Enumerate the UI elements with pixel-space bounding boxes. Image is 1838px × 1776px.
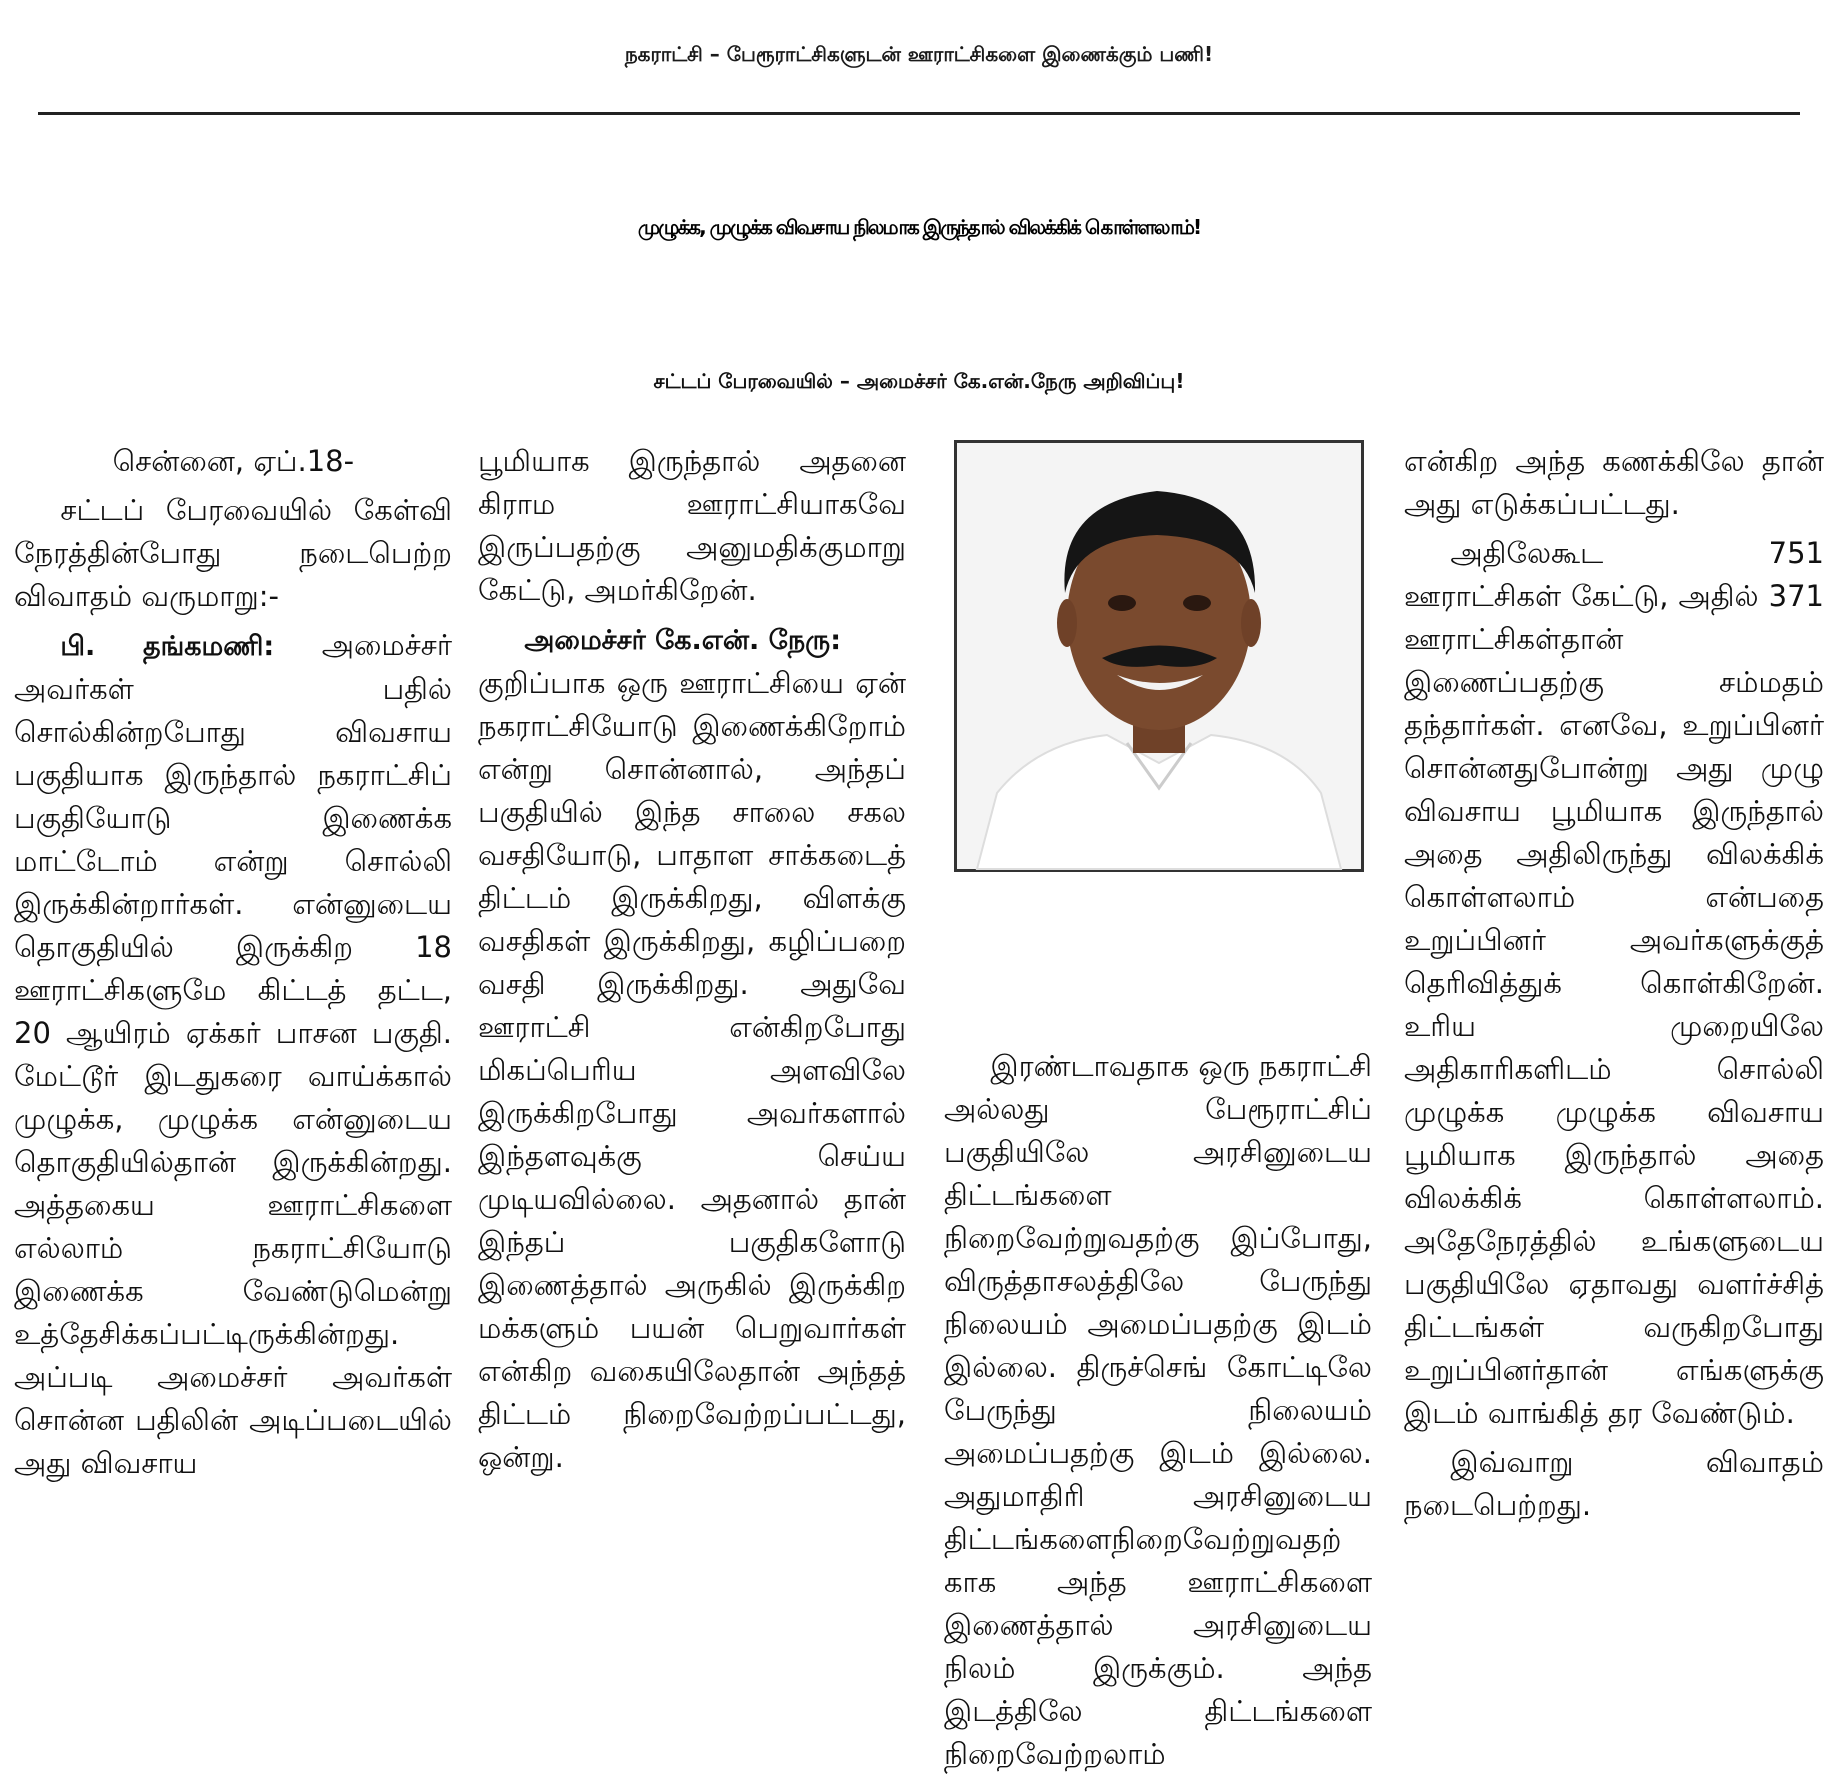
closing-line: இவ்வாறு விவாதம் நடைபெற்றது. (1404, 1445, 1824, 1522)
main-headline: முழுக்க, முழுக்க விவசாய நிலமாக இருந்தால் விலக்கிக் கொள்ளலாம்! (637, 214, 1201, 239)
minister-photo (954, 440, 1364, 872)
kicker-headline: நகராட்சி – பேரூராட்சிகளுடன் ஊராட்சிகளை இணைக்கும் பணி! (624, 41, 1214, 66)
paragraph: அதிலேகூட 751 ஊராட்சிகள் கேட்டு, அதில் 371 ஊராட்சிகள்தான் இணைப்பதற்கு சம்மதம் தந்தார்கள். எனவே, உறுப்பினர் சொன்னதுபோன்று அது முழு விவசாய பூமியாக இருந்தால் அதை அதிலிருந்து விலக்கிக் கொள்ளலாம் என்பதை உறுப்பினர் அவர்களுக்குத் தெரிவித்துக் கொள்கிறேன். உரிய முறையிலே அதிகாரிகளிடம் சொல்லி முழுக்க முழுக்க விவசாய பூமியாக இருந்தால் அதை விலக்கிக் கொள்ளலாம். அதேநேரத்தில் உங்களுடைய பகுதியிலே ஏதாவது வளர்ச்சித் திட்டங்கள் வருகிறபோது உறுப்பினர்தான் எங்களுக்கு இடம் வாங்கித் தர வேண்டும். (1404, 536, 1824, 1430)
article-column-1 (14, 440, 452, 1706)
speech-continuation: பூமியாக இருந்தால் அதனை கிராம ஊராட்சியாகவே இருப்பதற்கு அனுமதிக்குமாறு கேட்டு, அமர்கிறேன். (478, 444, 906, 607)
intro-paragraph: சட்டப் பேரவையில் கேள்வி நேரத்தின்போது நடைபெற்ற விவாதம் வருமாறு:- (14, 493, 452, 613)
sub-headline: சட்டப் பேரவையில் – அமைச்சர் கே.என்.நேரு அறிவிப்பு! (653, 369, 1185, 393)
speech-text: குறிப்பாக ஒரு ஊராட்சியை ஏன் நகராட்சியோடு இணைக்கிறோம் என்று சொன்னால், அந்தப் பகுதியில் இந்த சாலை சகல வசதியோடு, பாதாள சாக்கடைத் திட்டம் இருக்கிறது, விளக்கு வசதிகள் இருக்கிறது, கழிப்பறை வசதி இருக்கிறது. அதுவே ஊராட்சி என்கிறபோது மிகப்பெரிய அளவிலே இருக்கிறபோது அவர்களால் இந்தளவுக்கு செய்ய முடியவில்லை. அதனால் தான் இந்தப் பகுதிகளோடு இணைத்தால் அருகில் இருக்கிற மக்களும் பயன் பெறுவார்கள் என்கிற வகையிலேதான் அந்தத் திட்டம் நிறைவேற்றப்பட்டது, ஒன்று. (478, 666, 906, 1474)
paragraph-continuation: என்கிற அந்த கணக்கிலே தான் அது எடுக்கப்பட்டது. (1404, 444, 1824, 521)
header-rule (38, 112, 1800, 115)
paragraph: இரண்டாவதாக ஒரு நகராட்சி அல்லது பேரூராட்சிப் பகுதியிலே அரசினுடைய திட்டங்களை நிறைவேற்றுவதற்கு இப்போது, விருத்தாசலத்திலே பேருந்து நிலையம் அமைப்பதற்கு இடம் இல்லை. திருச்செங் கோட்டிலே பேருந்து நிலையம் அமைப்பதற்கு இடம் இல்லை. அதுமாதிரி அரசினுடைய திட்டங்களைநிறைவேற்றுவதற்காக அந்த ஊராட்சிகளை இணைத்தால் அரசினுடைய நிலம் இருக்கும். அந்த இடத்திலே திட்டங்களை நிறைவேற்றலாம் (944, 1049, 1372, 1771)
speaker-name: பி. தங்கமணி: (60, 631, 275, 662)
speech-text: அமைச்சர் அவர்கள் பதில் சொல்கின்றபோது விவசாய பகுதியாக இருந்தால் நகராட்சிப் பகுதியோடு இணைக்க மாட்டோம் என்று சொல்லி இருக்கின்றார்கள். என்னுடைய தொகுதியில் இருக்கிற 18 ஊராட்சிகளுமே கிட்டத் தட்ட, 20 ஆயிரம் ஏக்கர் பாசன பகுதி. மேட்டூர் இடதுகரை வாய்க்கால் முழுக்க, முழுக்க என்னுடைய தொகுதியில்தான் இருக்கின்றது. அத்தகைய ஊராட்சிகளை எல்லாம் நகராட்சியோடு இணைக்க வேண்டுமென்று உத்தேசிக்கப்பட்டிருக்கின்றது. அப்படி அமைச்சர் அவர்கள் சொன்ன பதிலின் அடிப்படையில் அது விவசாய (14, 628, 452, 1480)
dateline: சென்னை, ஏப்.18- (112, 444, 355, 478)
speech-paragraph-nehru (478, 618, 906, 1479)
speech-paragraph-thangamani (14, 624, 452, 1485)
article-column-3 (944, 1045, 1372, 1771)
speaker-name: அமைச்சர் கே.என். நேரு: (524, 625, 841, 656)
article-column-2 (478, 440, 906, 1706)
article-column-4 (1404, 440, 1824, 1706)
portrait-image (957, 443, 1361, 869)
